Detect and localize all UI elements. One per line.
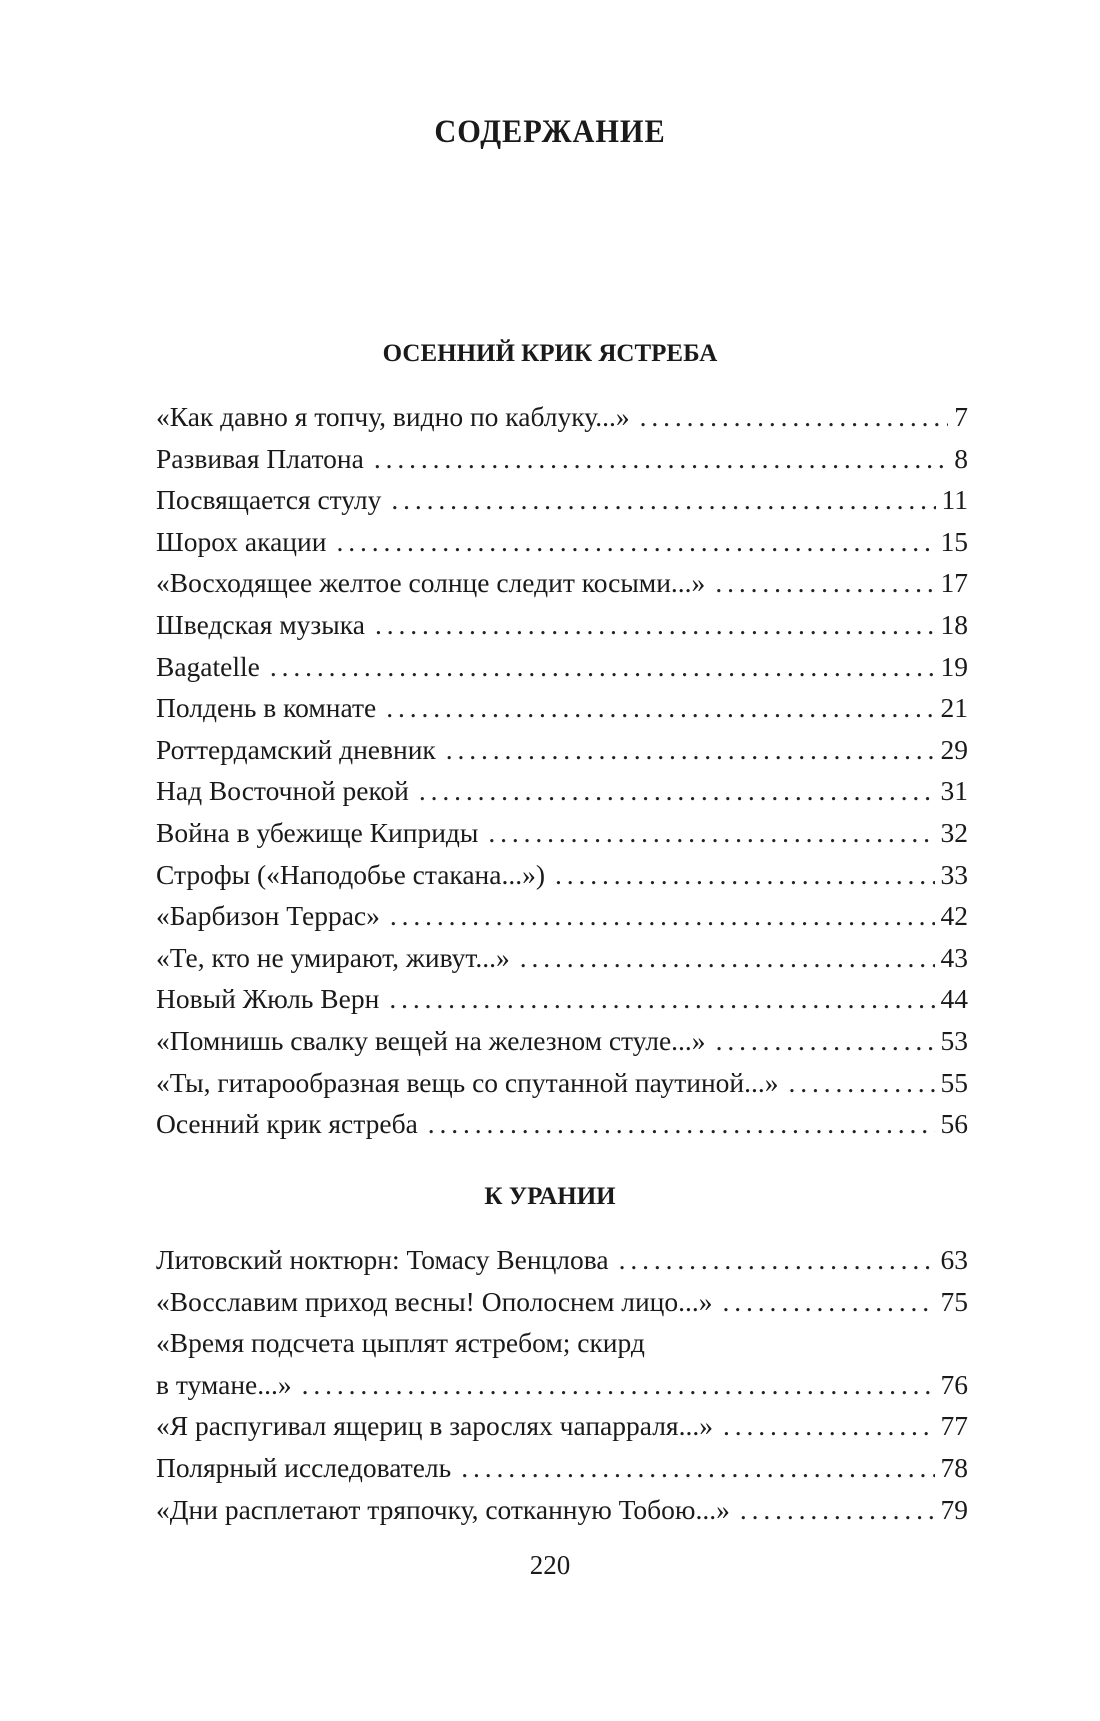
dot-leader — [619, 1239, 935, 1281]
dot-leader — [715, 562, 934, 604]
toc-entry: Осенний крик ястреба . . . 56 — [156, 1103, 968, 1145]
dot-leader — [740, 1489, 935, 1531]
toc-entry: Война в убежище Киприды . . . 32 — [156, 812, 968, 854]
toc-entry: Полярный исследователь . . . 78 — [156, 1447, 968, 1489]
dot-leader — [391, 479, 935, 521]
toc-entry: Полдень в комнате . . . 21 — [156, 687, 968, 729]
toc-entry: Посвящается стулу . . . 11 — [156, 479, 968, 521]
dot-leader — [716, 1020, 935, 1062]
toc-entry: «Как давно я топчу, видно по каблуку...» . . . 7 — [156, 396, 968, 438]
toc-entry: «Помнишь свалку вещей на железном стуле...» . . . 53 — [156, 1020, 968, 1062]
toc-entry: Развивая Платона . . . 8 — [156, 438, 968, 480]
dot-leader — [336, 521, 934, 563]
toc-entry: «Я распугивал ящериц в зарослях чапарраля...» . . . 77 — [156, 1405, 968, 1447]
dot-leader — [428, 1103, 935, 1145]
toc-entry-line1: «Время подсчета цыплят ястребом; скирд — [156, 1327, 645, 1359]
dot-leader — [520, 937, 935, 979]
dot-leader — [640, 396, 949, 438]
toc-entry: Bagatelle . . . 19 — [156, 646, 968, 688]
toc-entry: «Те, кто не умирают, живут...» . . . 43 — [156, 937, 968, 979]
dot-leader — [270, 646, 935, 688]
dot-leader — [386, 687, 934, 729]
section-heading-1: ОСЕННИЙ КРИК ЯСТРЕБА — [382, 340, 718, 367]
dot-leader — [446, 729, 935, 771]
dot-leader — [555, 854, 934, 896]
toc-entry: Строфы («Наподобье стакана...») . . . 33 — [156, 854, 968, 896]
toc-entry: Роттердамский дневник . . . 29 — [156, 729, 968, 771]
toc-entry: в тумане...» . . . 76 — [156, 1364, 968, 1406]
toc-entry: «Восславим приход весны! Ополоснем лицо...» . . . 75 — [156, 1281, 968, 1323]
toc-entry: «Ты, гитарообразная вещь со спутанной паутиной...» . . . 55 — [156, 1062, 968, 1104]
toc-entry: «Барбизон Террас» . . . 42 — [156, 895, 968, 937]
dot-leader — [390, 895, 935, 937]
toc-section-1 — [156, 396, 968, 1145]
toc-entry: Новый Жюль Верн . . . 44 — [156, 978, 968, 1020]
toc-entry: «Восходящее желтое солнце следит косыми...» . . . 17 — [156, 562, 968, 604]
dot-leader — [302, 1364, 935, 1406]
toc-section-2 — [156, 1239, 968, 1530]
toc-entry: Литовский ноктюрн: Томасу Венцлова . . . 63 — [156, 1239, 968, 1281]
dot-leader — [419, 770, 935, 812]
dot-leader — [723, 1405, 935, 1447]
dot-leader — [375, 604, 935, 646]
dot-leader — [488, 812, 934, 854]
dot-leader — [723, 1281, 935, 1323]
dot-leader — [461, 1447, 934, 1489]
page-number: 220 — [529, 1550, 571, 1580]
toc-entry: Шорох акации . . . 15 — [156, 521, 968, 563]
page-title: СОДЕРЖАНИЕ — [434, 114, 666, 150]
section-heading-2: К УРАНИИ — [484, 1183, 616, 1210]
toc-entry: Над Восточной рекой . . . 31 — [156, 770, 968, 812]
dot-leader — [789, 1062, 935, 1104]
toc-entry: «Дни расплетают тряпочку, сотканную Тобою...» . . . 79 — [156, 1489, 968, 1531]
toc-entry: Шведская музыка . . . 18 — [156, 604, 968, 646]
dot-leader — [374, 438, 948, 480]
dot-leader — [389, 978, 934, 1020]
